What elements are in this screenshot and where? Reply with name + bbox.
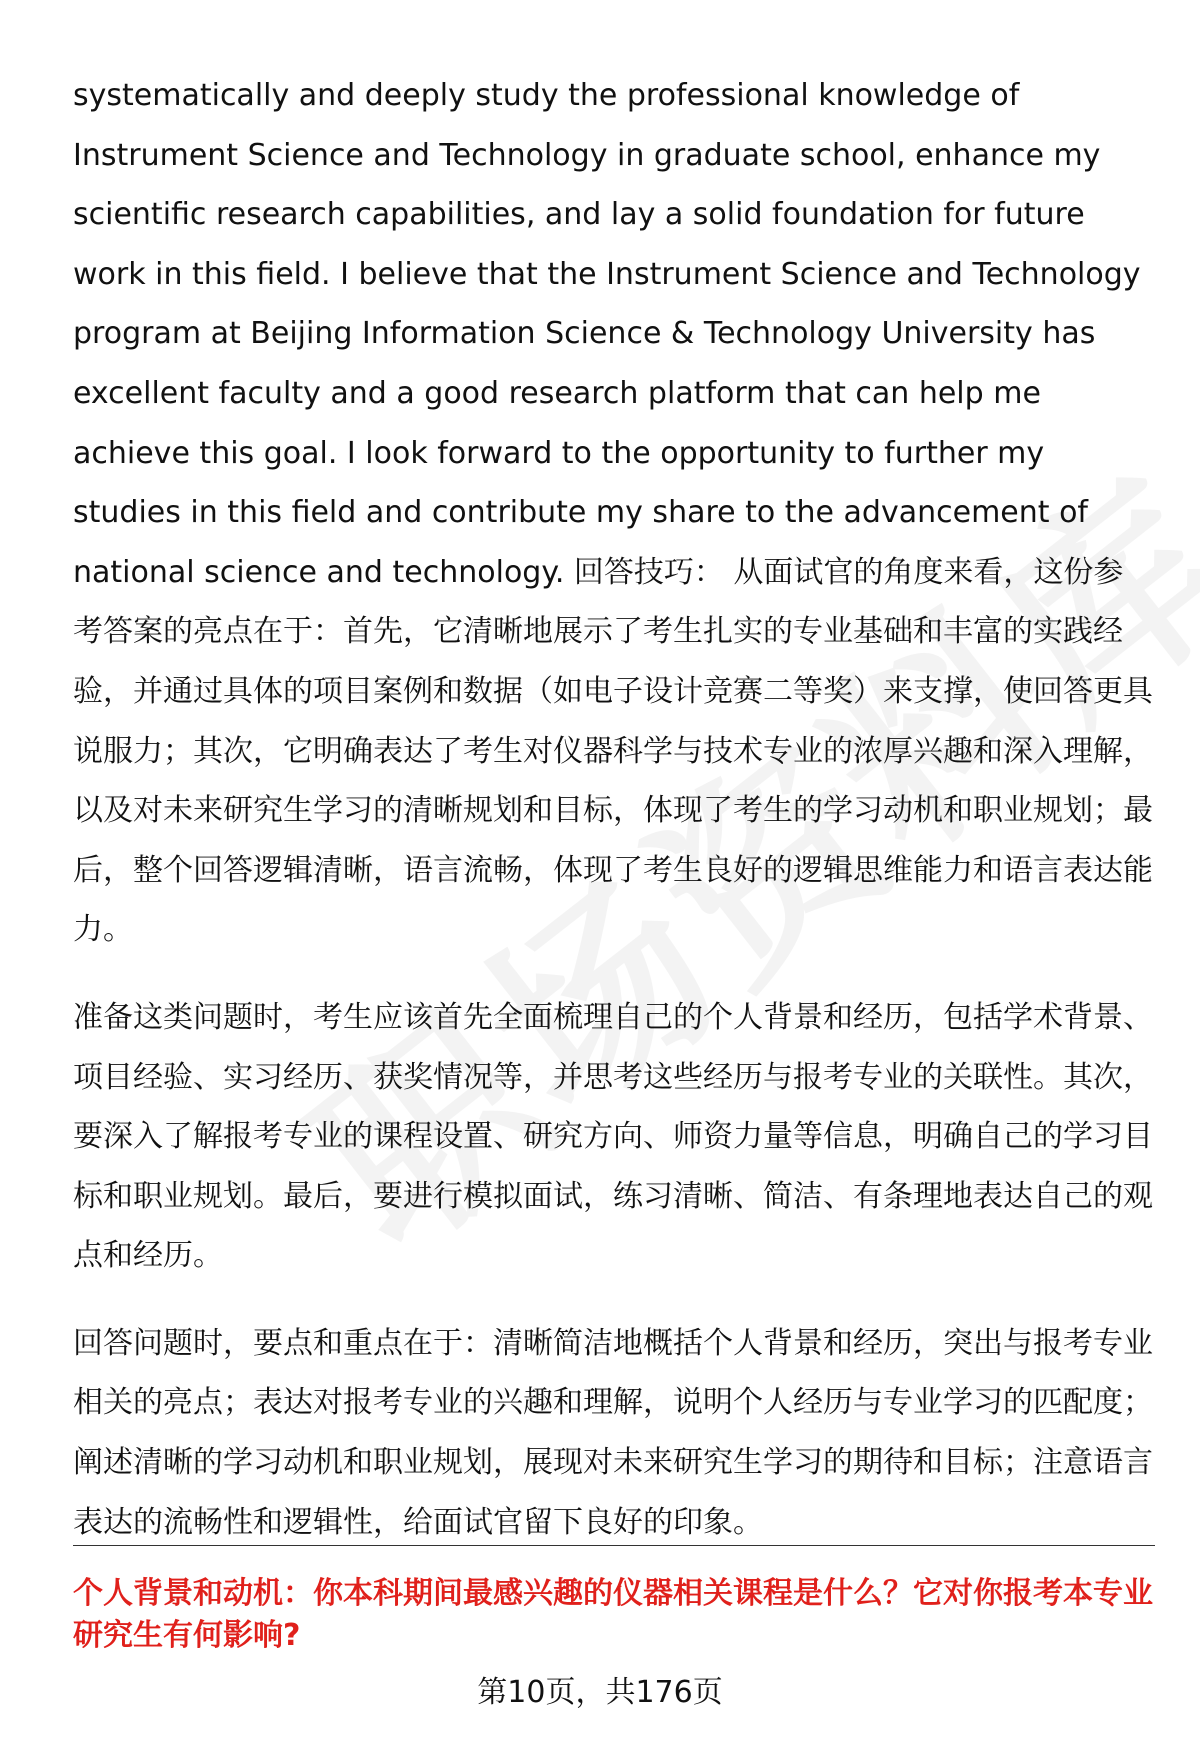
preparation-tips-paragraph: 准备这类问题时，考生应该首先全面梳理自己的个人背景和经历，包括学术背景、项目经验、实习经历、获奖情况等，并思考这些经历与报考专业的关联性。其次，要深入了解报考专业的课程设置、研究方向、师资力量等信息，明确自己的学习目标和职业规划。最后，要进行模拟面试，练习清晰、简洁、有条理地表达自己的观点和经历。 bbox=[73, 999, 1153, 1274]
next-question-heading: 个人背景和动机：你本科期间最感兴趣的仪器相关课程是什么？它对你报考本专业研究生有何影响? bbox=[73, 1576, 1153, 1653]
section-divider bbox=[73, 1545, 1155, 1546]
answer-paragraph: systematically and deeply study the professional knowledge of Instrument Science and Technology in graduate school, enhance my scientific research capabilities, and lay a solid foundation for future work in this field. I believe that the Instrument Science and Technology program at Beijing Information Science & Technology University has excellent faculty and a good research platform that can help me achieve this goal. I look forward to the opportunity to further my studies in this field and contribute my share to the advancement of national science and technology. 回答技巧： 从面试官的角度来看，这份参考答案的亮点在于：首先，它清晰地展示了考生扎实的专业基础和丰富的实践经验，并通过具体的项目案例和数据（如电子设计竞赛二等奖）来支撑，使回答更具说服力；其次，它明确表达了考生对仪器科学与技术专业的浓厚兴趣和深入理解，以及对未来研究生学习的清晰规划和目标，体现了考生的学习动机和职业规划；最后，整个回答逻辑清晰，语言流畅，体现了考生良好的逻辑思维能力和语言表达能力。 bbox=[73, 78, 1153, 948]
document-body bbox=[73, 66, 1153, 1552]
answering-points-paragraph: 回答问题时，要点和重点在于：清晰简洁地概括个人背景和经历，突出与报考专业相关的亮点；表达对报考专业的兴趣和理解，说明个人经历与专业学习的匹配度；阐述清晰的学习动机和职业规划，展现对未来研究生学习的期待和目标；注意语言表达的流畅性和逻辑性，给面试官留下良好的印象。 bbox=[73, 1325, 1153, 1540]
page-footer: 第10页，共176页 bbox=[477, 1675, 723, 1710]
